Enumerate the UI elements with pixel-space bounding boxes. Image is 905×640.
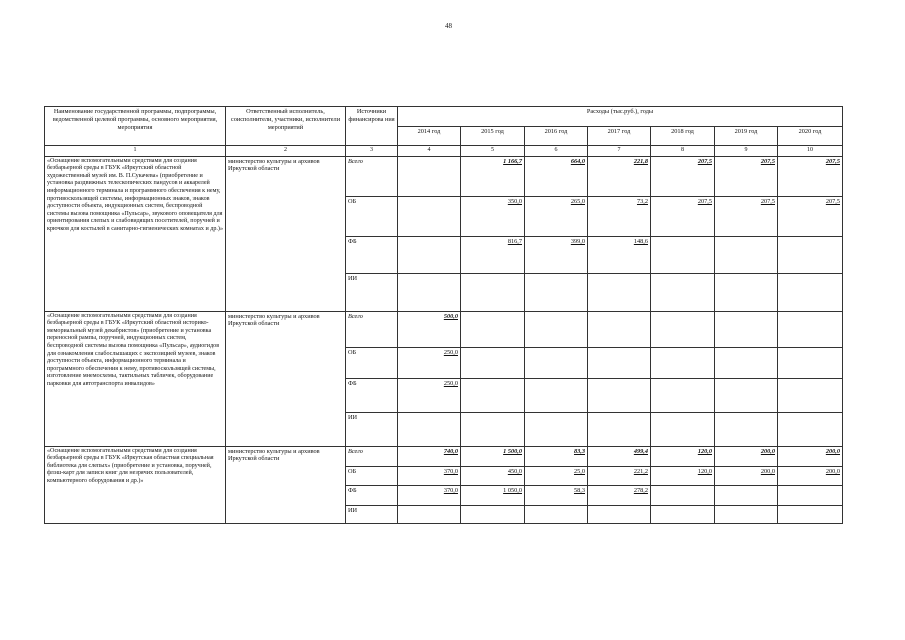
value-cell: 499,4 — [588, 446, 651, 466]
value-cell — [461, 347, 525, 378]
source-label: ОБ — [346, 196, 398, 236]
activity-description: «Оснащение вспомогательными средствами для создания безбарьерной среды в ГБУК «Иркутская областная специальная библиотека для слепых» (приобретение и установка, поручней, флэш-карт для записи книг для незрячих пользователей, компьютерного оборудования и др.)» — [45, 446, 226, 523]
value-cell: 83,3 — [525, 446, 588, 466]
source-label: ФБ — [346, 485, 398, 505]
value-cell: 740,0 — [398, 446, 461, 466]
value-cell: 370,0 — [398, 466, 461, 485]
value-cell — [461, 378, 525, 412]
activity-executor: министерство культуры и архивов Иркутской области — [226, 156, 346, 311]
value-cell: 250,0 — [398, 347, 461, 378]
value-cell: 221,2 — [588, 466, 651, 485]
value-cell — [715, 505, 778, 523]
column-number: 3 — [346, 146, 398, 157]
column-number: 2 — [226, 146, 346, 157]
value-cell — [398, 412, 461, 446]
value-cell — [588, 273, 651, 311]
value-cell — [525, 378, 588, 412]
value-cell: 278,2 — [588, 485, 651, 505]
value-cell — [651, 311, 715, 347]
column-number: 10 — [778, 146, 843, 157]
value-cell — [651, 347, 715, 378]
value-cell: 200,0 — [715, 466, 778, 485]
value-cell: 25,0 — [525, 466, 588, 485]
value-cell: 200,0 — [778, 446, 843, 466]
value-cell — [588, 347, 651, 378]
header-year: 2016 год — [525, 127, 588, 146]
budget-table — [44, 106, 843, 524]
value-cell: 500,0 — [398, 311, 461, 347]
value-cell — [398, 505, 461, 523]
header-sources: Источники финансирова ния — [346, 107, 398, 146]
value-cell — [461, 412, 525, 446]
page-number: 48 — [445, 22, 452, 30]
column-number: 8 — [651, 146, 715, 157]
value-cell — [715, 311, 778, 347]
value-cell: 200,0 — [778, 466, 843, 485]
value-cell: 816,7 — [461, 236, 525, 273]
value-cell — [525, 273, 588, 311]
value-cell — [398, 156, 461, 196]
value-cell — [525, 347, 588, 378]
value-cell: 450,0 — [461, 466, 525, 485]
value-cell — [651, 412, 715, 446]
value-cell — [461, 273, 525, 311]
column-number: 4 — [398, 146, 461, 157]
value-cell: 250,0 — [398, 378, 461, 412]
value-cell — [651, 485, 715, 505]
table-row — [45, 156, 843, 196]
value-cell: 148,6 — [588, 236, 651, 273]
value-cell — [461, 311, 525, 347]
source-label: ОБ — [346, 347, 398, 378]
value-cell: 265,0 — [525, 196, 588, 236]
value-cell: 207,5 — [715, 156, 778, 196]
header-name: Наименование государственной программы, подпрограммы, ведомственной целевой программы, основного мероприятия, мероприятия — [45, 107, 226, 146]
value-cell: 120,0 — [651, 446, 715, 466]
value-cell — [588, 412, 651, 446]
value-cell: 200,0 — [715, 446, 778, 466]
value-cell: 1 166,7 — [461, 156, 525, 196]
header-expenses: Расходы (тыс.руб.), годы — [398, 107, 843, 127]
header-year: 2014 год — [398, 127, 461, 146]
header-year: 2015 год — [461, 127, 525, 146]
source-label: ОБ — [346, 466, 398, 485]
value-cell — [588, 505, 651, 523]
value-cell: 399,0 — [525, 236, 588, 273]
header-year: 2017 год — [588, 127, 651, 146]
source-label: Всего — [346, 446, 398, 466]
value-cell — [461, 505, 525, 523]
value-cell: 664,0 — [525, 156, 588, 196]
header-executor: Ответственный исполнитель, соисполнители, участники, исполнители мероприятий — [226, 107, 346, 146]
source-label: Всего — [346, 311, 398, 347]
value-cell — [715, 485, 778, 505]
value-cell: 207,5 — [651, 196, 715, 236]
value-cell: 73,2 — [588, 196, 651, 236]
source-label: ФБ — [346, 236, 398, 273]
value-cell — [588, 378, 651, 412]
value-cell — [778, 311, 843, 347]
source-label: ИИ — [346, 505, 398, 523]
value-cell: 120,0 — [651, 466, 715, 485]
value-cell: 221,8 — [588, 156, 651, 196]
value-cell: 58,3 — [525, 485, 588, 505]
activity-description: «Оснащение вспомогательными средствами для создания безбарьерной среды в ГБУК «Иркутский областной историко-мемориальный музей декабристов» (приобретение и установка переносной рампы, поручней, индукционных систем, беспроводной системы вызова помощника «Пульсар», аудиогидов для ознакомления слабослышащих с экспозицией музеев, знаков доступности объекта, информационного терминала и программного обеспечения к нему, противоскользящей системы, изготовление мнемосхемы, тактильных табличек, оборудование парковки для автотранспорта инвалидов» — [45, 311, 226, 446]
header-year: 2018 год — [651, 127, 715, 146]
column-number: 5 — [461, 146, 525, 157]
value-cell — [651, 236, 715, 273]
activity-executor: министерство культуры и архивов Иркутской области — [226, 446, 346, 523]
value-cell: 370,0 — [398, 485, 461, 505]
value-cell — [525, 311, 588, 347]
column-number: 6 — [525, 146, 588, 157]
value-cell — [525, 412, 588, 446]
table-row — [45, 446, 843, 466]
value-cell: 207,5 — [778, 196, 843, 236]
column-number: 7 — [588, 146, 651, 157]
value-cell: 350,0 — [461, 196, 525, 236]
value-cell — [588, 311, 651, 347]
header-year: 2020 год — [778, 127, 843, 146]
value-cell — [715, 273, 778, 311]
table-row — [45, 311, 843, 347]
activity-executor: министерство культуры и архивов Иркутской области — [226, 311, 346, 446]
value-cell — [398, 196, 461, 236]
value-cell — [715, 236, 778, 273]
value-cell — [778, 236, 843, 273]
source-label: ФБ — [346, 378, 398, 412]
value-cell — [778, 505, 843, 523]
value-cell — [778, 273, 843, 311]
value-cell: 1 050,0 — [461, 485, 525, 505]
value-cell — [651, 273, 715, 311]
value-cell: 207,5 — [651, 156, 715, 196]
value-cell: 207,5 — [715, 196, 778, 236]
value-cell — [525, 505, 588, 523]
value-cell — [651, 505, 715, 523]
value-cell: 1 500,0 — [461, 446, 525, 466]
value-cell — [715, 347, 778, 378]
value-cell — [398, 236, 461, 273]
column-number: 9 — [715, 146, 778, 157]
value-cell — [778, 485, 843, 505]
column-number: 1 — [45, 146, 226, 157]
header-year: 2019 год — [715, 127, 778, 146]
value-cell — [651, 378, 715, 412]
value-cell — [778, 347, 843, 378]
value-cell — [778, 378, 843, 412]
value-cell — [398, 273, 461, 311]
value-cell — [715, 412, 778, 446]
source-label: ИИ — [346, 273, 398, 311]
source-label: ИИ — [346, 412, 398, 446]
activity-description: «Оснащение вспомогательными средствами для создания безбарьерной среды в ГБУК «Иркутский областной художественный музей им. В. П.Сукачева» (приобретение и установка раздвижных телескопических пандусов и аккарелей информационного терминала и программного обеспечения к нему, противоскользящей системы, информационных знаков, знаков доступности объекта, индукционных систем, беспроводной системы вызова помощника «Пульсар», звукового оповещателя для ориентирования слепых и слабовидящих посетителей, поручней и крючков для костылей в санитарно-гигиенических комнатах и др.)» — [45, 156, 226, 311]
value-cell — [715, 378, 778, 412]
value-cell: 207,5 — [778, 156, 843, 196]
source-label: Всего — [346, 156, 398, 196]
value-cell — [778, 412, 843, 446]
